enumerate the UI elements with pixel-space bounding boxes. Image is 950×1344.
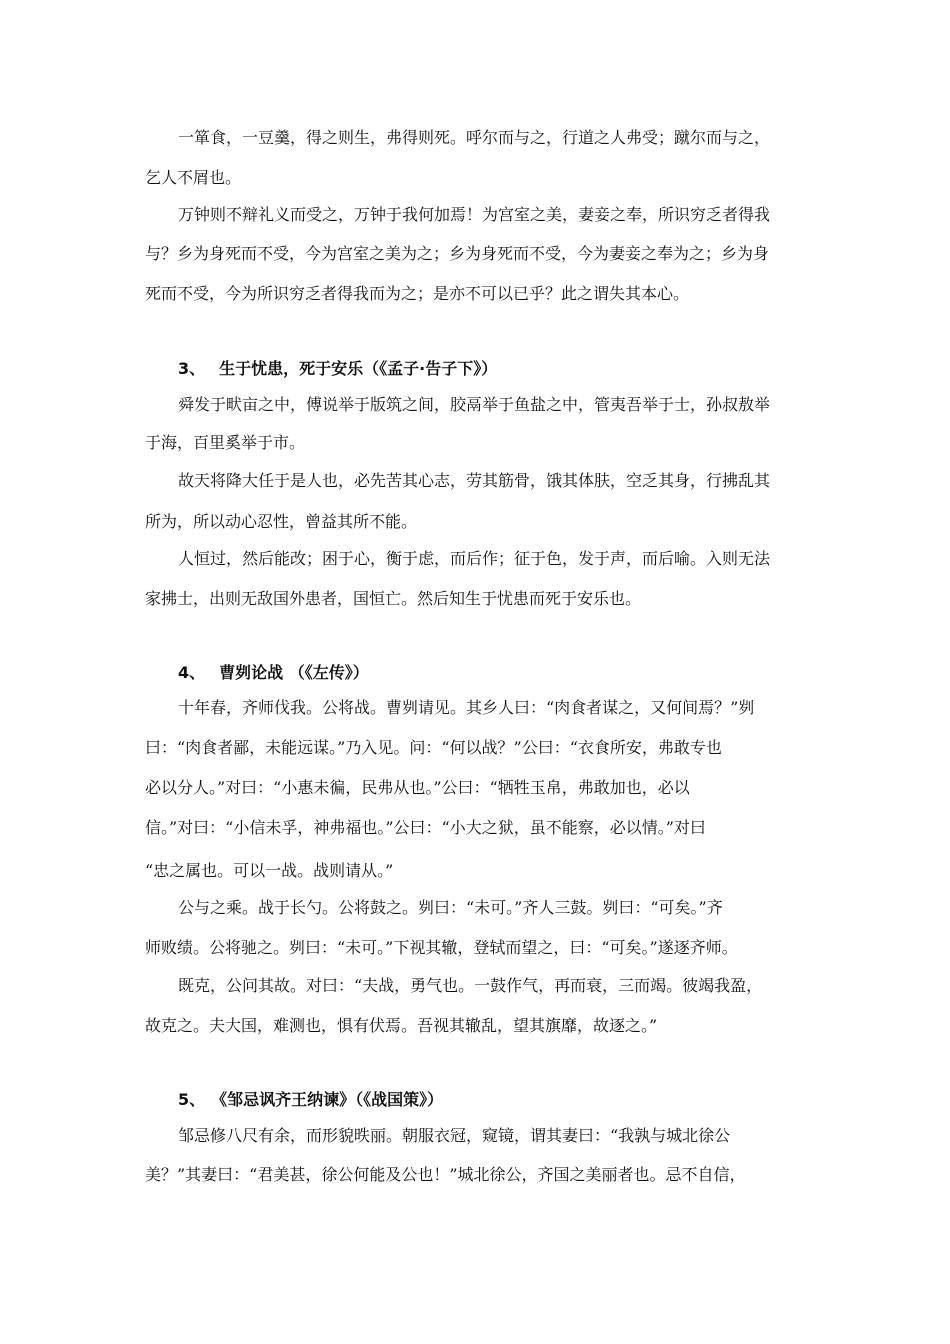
paragraph-line: 师败绩。公将驰之。刿曰：“未可。”下视其辙，登轼而望之，曰：“可矣。”遂逐齐师。 [145,938,738,957]
paragraph-line: 曰：“肉食者鄙，未能远谋。”乃入见。问：“何以战？”公曰：“衣食所安，弗敢专也 [145,738,722,757]
section-number: 3、 [178,359,206,378]
section-number: 5、 [178,1090,206,1109]
paragraph-line: 舜发于畎亩之中，傅说举于版筑之间，胶鬲举于鱼盐之中，管夷吾举于士，孙叔敖举 [178,395,771,414]
section-heading [178,1089,443,1111]
section-title: 生于忧患，死于安乐（《孟子·告子下》） [219,359,498,378]
paragraph-line: 邹忌修八尺有余，而形貌昳丽。朝服衣冠，窥镜，谓其妻曰：“我孰与城北徐公 [178,1126,731,1145]
section-title: 曹刿论战 （《左传》） [219,663,369,682]
paragraph-line: 信。”对曰：“小信未孚，神弗福也。”公曰：“小大之狱，虽不能察，必以情。”对曰 [145,818,706,837]
paragraph-line: 所为，所以动心忍性，曾益其所不能。 [145,512,418,531]
paragraph-line: 故天将降大任于是人也，必先苦其心志，劳其筋骨，饿其体肤，空乏其身，行拂乱其 [178,471,771,490]
section-heading [178,662,369,684]
paragraph-line: 美？”其妻曰：“君美甚，徐公何能及公也！”城北徐公，齐国之美丽者也。忌不自信， [145,1165,746,1184]
paragraph-line: 家拂士，出则无敌国外患者，国恒亡。然后知生于忧患而死于安乐也。 [145,589,642,608]
paragraph-line: 十年春，齐师伐我。公将战。曹刿请见。其乡人曰：“肉食者谋之，又何间焉？”刿 [178,698,755,717]
paragraph-line: 故克之。夫大国，难测也，惧有伏焉。吾视其辙乱，望其旗靡，故逐之。” [145,1016,658,1035]
paragraph-line: 人恒过，然后能改；困于心，衡于虑，而后作；征于色，发于声，而后喻。入则无法 [178,549,771,568]
paragraph-line: 既克，公问其故。对曰：“夫战，勇气也。一鼓作气，再而衰，三而竭。彼竭我盈， [178,976,763,995]
paragraph-line: 万钟则不辩礼义而受之，万钟于我何加焉！为宫室之美，妻妾之奉，所识穷乏者得我 [178,205,771,224]
paragraph-line: 乞人不屑也。 [145,168,242,187]
paragraph-line: 与？乡为身死而不受，今为宫室之美为之；乡为身死而不受，今为妻妾之奉为之；乡为身 [145,244,770,263]
paragraph-line: 一箪食，一豆羹，得之则生，弗得则死。呼尔而与之，行道之人弗受；蹴尔而与之， [178,128,771,147]
paragraph-line: 死而不受，今为所识穷乏者得我而为之；是亦不可以已乎？此之谓失其本心。 [145,284,690,303]
section-title: 《邹忌讽齐王纳谏》（《战国策》） [219,1090,444,1109]
paragraph-line: 于海，百里奚举于市。 [145,433,306,452]
section-number: 4、 [178,663,206,682]
section-heading [178,358,497,380]
paragraph-line: 公与之乘。战于长勺。公将鼓之。刿曰：“未可。”齐人三鼓。刿曰：“可矣。”齐 [178,898,723,917]
paragraph-line: “忠之属也。可以一战。战则请从。” [145,861,394,880]
paragraph-line: 必以分人。”对曰：“小惠未徧，民弗从也。”公曰：“牺牲玉帛，弗敢加也，必以 [145,778,690,797]
